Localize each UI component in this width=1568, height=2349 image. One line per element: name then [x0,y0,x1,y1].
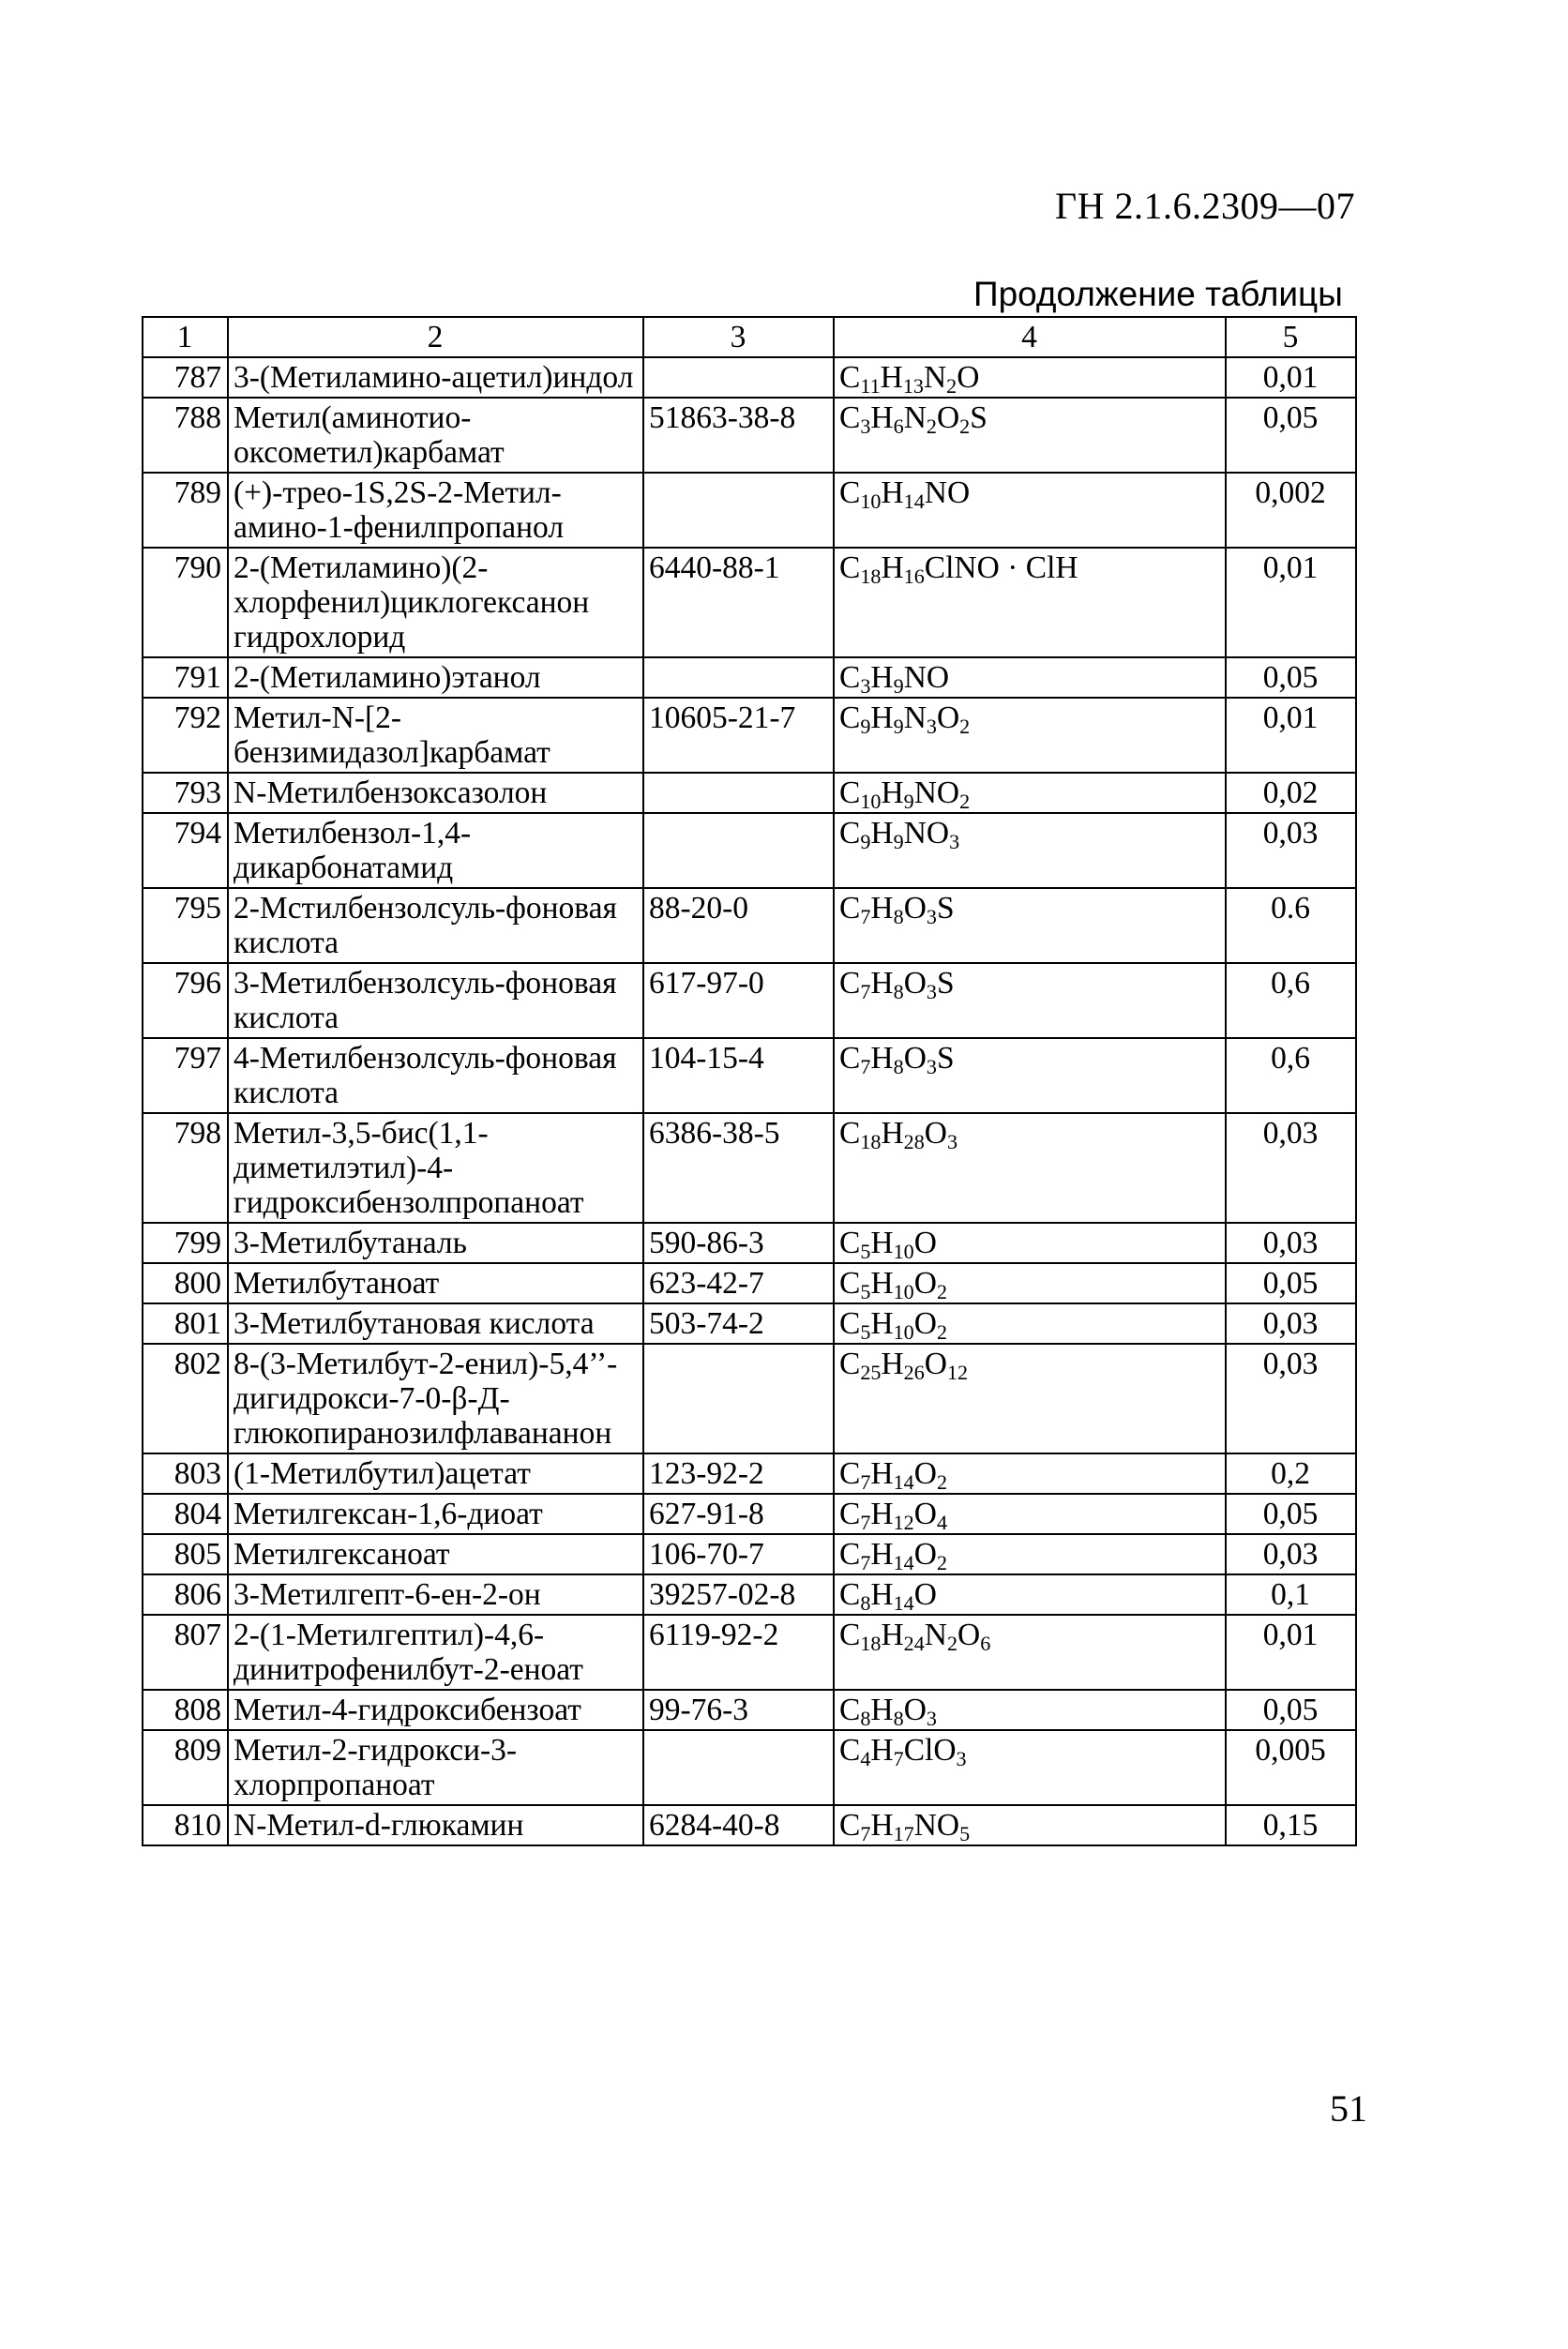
cas-number: 6284-40-8 [643,1805,834,1845]
row-number: 802 [143,1344,228,1453]
chemical-formula: $C_{18}H_{16}ClNO$ · ClH [834,548,1226,657]
concentration-value: 0,03 [1226,1113,1356,1223]
chemical-formula: $C_3H_6N_2O_2S$ [834,398,1226,473]
table-row [143,888,1356,963]
concentration-value: 0,6 [1226,1038,1356,1113]
table-row [143,698,1356,773]
table-row [143,473,1356,548]
substance-name: 3-Метилбутановая кислота [228,1303,643,1344]
table-row [143,1730,1356,1805]
table-row [143,1494,1356,1534]
table-row [143,1453,1356,1494]
row-number: 795 [143,888,228,963]
table-row [143,1303,1356,1344]
concentration-value: 0,002 [1226,473,1356,548]
chemical-formula: $C_3H_9NO$ [834,657,1226,698]
table-continuation-label: Продолжение таблицы [973,275,1343,313]
cas-number: 6440-88-1 [643,548,834,657]
chemical-formula: $C_{10}H_9NO_2$ [834,773,1226,813]
row-number: 797 [143,1038,228,1113]
cas-number [643,657,834,698]
table-row [143,1038,1356,1113]
chemical-formula: $C_8H_8O_3$ [834,1690,1226,1730]
cas-number: 99-76-3 [643,1690,834,1730]
substance-name: Метил-2-гидрокси-3-хлорпропаноат [228,1730,643,1805]
substance-name: Метилгексан-1,6-диоат [228,1494,643,1534]
row-number: 800 [143,1263,228,1303]
chemical-formula: $C_7H_8O_3S$ [834,888,1226,963]
cas-number: 6386-38-5 [643,1113,834,1223]
row-number: 799 [143,1223,228,1263]
concentration-value: 0,03 [1226,1303,1356,1344]
column-header-value: 5 [1226,317,1356,357]
substance-name: 3-Метилгепт-6-ен-2-он [228,1574,643,1615]
row-number: 808 [143,1690,228,1730]
concentration-value: 0,05 [1226,1690,1356,1730]
row-number: 794 [143,813,228,888]
cas-number [643,813,834,888]
substance-name: N-Метилбензоксазолон [228,773,643,813]
cas-number: 104-15-4 [643,1038,834,1113]
cas-number [643,773,834,813]
chemical-formula: $C_{18}H_{28}O_3$ [834,1113,1226,1223]
concentration-value: 0,01 [1226,698,1356,773]
concentration-value: 0.6 [1226,888,1356,963]
cas-number: 123-92-2 [643,1453,834,1494]
column-header-formula: 4 [834,317,1226,357]
substance-name: N-Метил-d-глюкамин [228,1805,643,1845]
chemical-formula: $C_7H_{12}O_4$ [834,1494,1226,1534]
table-row [143,398,1356,473]
table-row [143,1574,1356,1615]
substance-name: Метилбутаноат [228,1263,643,1303]
concentration-value: 0,03 [1226,1223,1356,1263]
table-row [143,1223,1356,1263]
concentration-value: 0,05 [1226,1263,1356,1303]
column-header-number: 1 [143,317,228,357]
table-row [143,963,1356,1038]
row-number: 796 [143,963,228,1038]
row-number: 788 [143,398,228,473]
concentration-value: 0,15 [1226,1805,1356,1845]
chemical-formula: $C_{18}H_{24}N_2O_6$ [834,1615,1226,1690]
substance-name: 4-Метилбензолсуль-фоновая кислота [228,1038,643,1113]
row-number: 789 [143,473,228,548]
concentration-value: 0,01 [1226,357,1356,398]
substance-name: 2-(1-Метилгептил)-4,6-динитрофенилбут-2-еноат [228,1615,643,1690]
chemical-formula: $C_7H_{14}O_2$ [834,1453,1226,1494]
chemical-formula: $C_5H_{10}O$ [834,1223,1226,1263]
row-number: 791 [143,657,228,698]
chemical-formula: $C_7H_8O_3S$ [834,963,1226,1038]
concentration-value: 0,02 [1226,773,1356,813]
table-row [143,1805,1356,1845]
concentration-value: 0,1 [1226,1574,1356,1615]
table-row [143,1615,1356,1690]
column-header-name: 2 [228,317,643,357]
row-number: 807 [143,1615,228,1690]
chemical-formula: $C_9H_9N_3O_2$ [834,698,1226,773]
row-number: 806 [143,1574,228,1615]
substances-table [142,316,1357,1846]
substance-name: Метил-3,5-бис(1,1-диметилэтил)-4-гидроксибензолпропаноат [228,1113,643,1223]
table-row [143,657,1356,698]
cas-number: 88-20-0 [643,888,834,963]
cas-number: 6119-92-2 [643,1615,834,1690]
row-number: 809 [143,1730,228,1805]
substance-name: (+)-трео-1S,2S-2-Метил-амино-1-фенилпропанол [228,473,643,548]
cas-number: 627-91-8 [643,1494,834,1534]
row-number: 798 [143,1113,228,1223]
substance-name: 2-(Метиламино)этанол [228,657,643,698]
row-number: 805 [143,1534,228,1574]
concentration-value: 0,03 [1226,1344,1356,1453]
substance-name: Метилгексаноат [228,1534,643,1574]
substance-name: 3-Метилбензолсуль-фоновая кислота [228,963,643,1038]
concentration-value: 0,05 [1226,1494,1356,1534]
cas-number [643,357,834,398]
substance-name: 2-Мстилбензолсуль-фоновая кислота [228,888,643,963]
row-number: 787 [143,357,228,398]
table-row [143,1263,1356,1303]
cas-number: 106-70-7 [643,1534,834,1574]
substance-name: 8-(3-Метилбут-2-енил)-5,4’’-дигидрокси-7-0-β-Д-глюкопиранозилфлавананон [228,1344,643,1453]
row-number: 803 [143,1453,228,1494]
chemical-formula: $C_5H_{10}O_2$ [834,1303,1226,1344]
chemical-formula: $C_4H_7ClO_3$ [834,1730,1226,1805]
concentration-value: 0,01 [1226,1615,1356,1690]
chemical-formula: $C_7H_{17}NO_5$ [834,1805,1226,1845]
substance-name: 2-(Метиламино)(2-хлорфенил)циклогексанон гидрохлорид [228,548,643,657]
column-header-cas: 3 [643,317,834,357]
row-number: 804 [143,1494,228,1534]
document-code: ГН 2.1.6.2309—07 [1055,185,1356,227]
substance-name: Метил-N-[2-бензимидазол]карбамат [228,698,643,773]
concentration-value: 0,2 [1226,1453,1356,1494]
cas-number: 10605-21-7 [643,698,834,773]
chemical-formula: $C_7H_{14}O_2$ [834,1534,1226,1574]
table-header-row [143,317,1356,357]
cas-number: 51863-38-8 [643,398,834,473]
chemical-formula: $C_{10}H_{14}NO$ [834,473,1226,548]
table-row [143,548,1356,657]
chemical-formula: $C_8H_{14}O$ [834,1574,1226,1615]
table-row [143,773,1356,813]
cas-number: 39257-02-8 [643,1574,834,1615]
substance-name: Метилбензол-1,4-дикарбонатамид [228,813,643,888]
row-number: 792 [143,698,228,773]
row-number: 801 [143,1303,228,1344]
concentration-value: 0,05 [1226,398,1356,473]
table-row [143,1534,1356,1574]
cas-number [643,473,834,548]
row-number: 810 [143,1805,228,1845]
substance-name: Метил(аминотио-оксометил)карбамат [228,398,643,473]
concentration-value: 0,03 [1226,813,1356,888]
substance-name: 3-(Метиламино-ацетил)индол [228,357,643,398]
concentration-value: 0,005 [1226,1730,1356,1805]
table-row [143,1113,1356,1223]
cas-number [643,1344,834,1453]
page-number: 51 [1330,2087,1367,2130]
table-row [143,357,1356,398]
concentration-value: 0,01 [1226,548,1356,657]
row-number: 790 [143,548,228,657]
chemical-formula: $C_9H_9NO_3$ [834,813,1226,888]
chemical-formula: $C_{11}H_{13}N_2O$ [834,357,1226,398]
substance-name: (1-Метилбутил)ацетат [228,1453,643,1494]
table-row [143,1344,1356,1453]
chemical-formula: $C_5H_{10}O_2$ [834,1263,1226,1303]
concentration-value: 0,03 [1226,1534,1356,1574]
concentration-value: 0,05 [1226,657,1356,698]
table-row [143,1690,1356,1730]
concentration-value: 0,6 [1226,963,1356,1038]
row-number: 793 [143,773,228,813]
cas-number: 590-86-3 [643,1223,834,1263]
chemical-formula: $C_{25}H_{26}O_{12}$ [834,1344,1226,1453]
substance-name: Метил-4-гидроксибензоат [228,1690,643,1730]
cas-number [643,1730,834,1805]
cas-number: 617-97-0 [643,963,834,1038]
cas-number: 503-74-2 [643,1303,834,1344]
cas-number: 623-42-7 [643,1263,834,1303]
table-row [143,813,1356,888]
chemical-formula: $C_7H_8O_3S$ [834,1038,1226,1113]
substance-name: 3-Метилбутаналь [228,1223,643,1263]
